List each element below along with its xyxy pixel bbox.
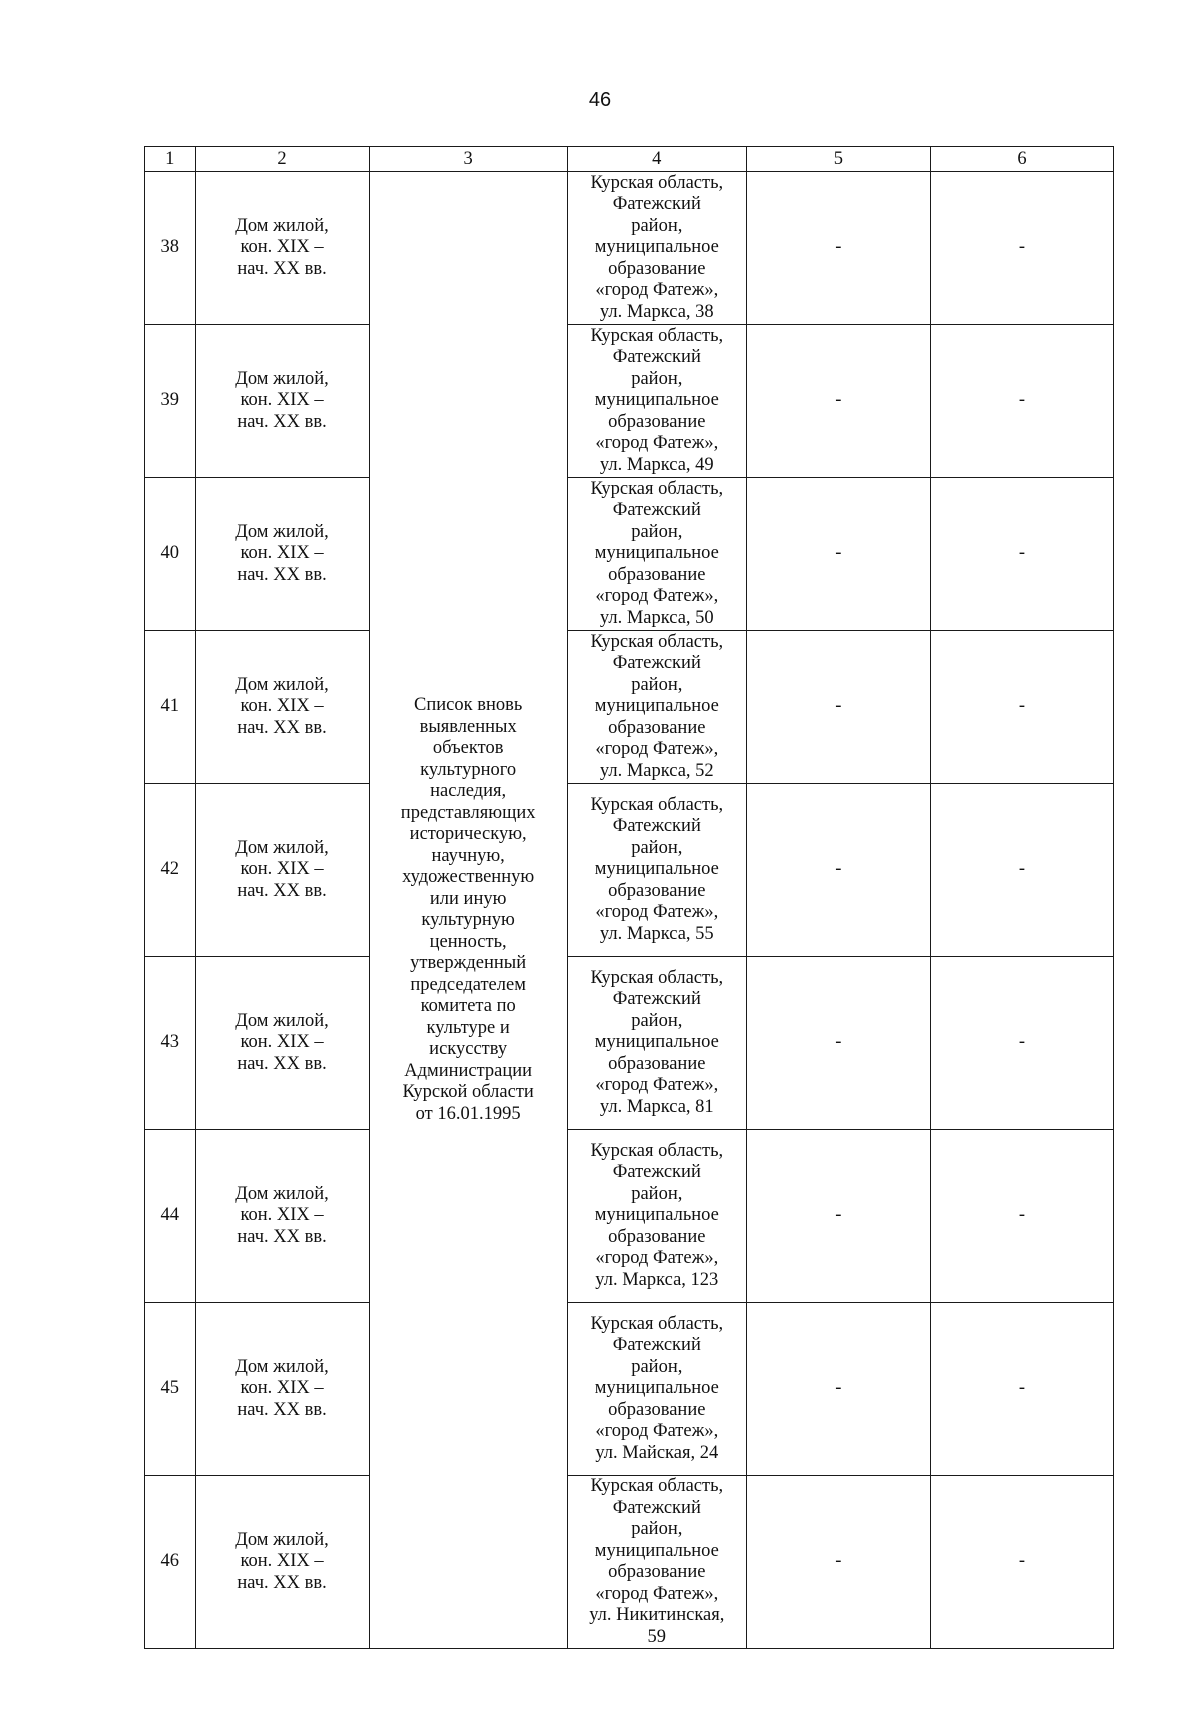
object-name-line: нач. XX вв.	[237, 880, 327, 901]
object-name-line: кон. XIX –	[240, 859, 324, 880]
object-name-line: кон. XIX –	[240, 1378, 324, 1399]
address-line: образование	[608, 1562, 706, 1582]
basis-document-line: от 16.01.1995	[415, 1103, 521, 1124]
basis-document-cell	[369, 172, 567, 1649]
basis-document-line: ценность,	[429, 931, 507, 952]
basis-document-line: научную,	[431, 845, 505, 866]
object-name-line: Дом жилой,	[235, 1529, 329, 1550]
row-number-cell: 38	[145, 172, 196, 325]
address-line: Фатежский	[612, 1162, 701, 1183]
basis-document-line: искусству	[429, 1039, 508, 1059]
address-line: муниципальное	[594, 1540, 719, 1561]
column-5-cell: -	[746, 325, 930, 478]
address-line: образование	[608, 717, 706, 738]
address-line: Курская область,	[590, 967, 724, 988]
basis-document-line: Список вновь	[414, 695, 523, 715]
table-row	[145, 957, 1114, 1130]
object-name-line: кон. XIX –	[240, 543, 324, 564]
column-6-cell: -	[930, 325, 1113, 478]
object-name-line: Дом жилой,	[235, 674, 329, 695]
basis-document-line: художественную	[402, 867, 535, 887]
column-header-3: 3	[369, 147, 567, 172]
address-line: муниципальное	[594, 1032, 719, 1053]
address-line: район,	[631, 1183, 683, 1204]
address-line: Курская область,	[590, 1140, 724, 1161]
object-name-line: нач. XX вв.	[237, 717, 327, 738]
object-name-line: нач. XX вв.	[237, 1053, 327, 1074]
column-header-4: 4	[567, 147, 746, 172]
address-line: «город Фатеж»,	[595, 1075, 719, 1096]
address-cell	[567, 631, 746, 784]
object-name-line: кон. XIX –	[240, 390, 324, 411]
object-name-line: Дом жилой,	[235, 1010, 329, 1031]
object-name-cell	[195, 784, 369, 957]
address-line: Курская область,	[590, 794, 724, 815]
address-line: район,	[631, 368, 683, 389]
address-line: «город Фатеж»,	[595, 433, 719, 454]
object-name-line: Дом жилой,	[235, 1356, 329, 1377]
address-line: район,	[631, 1010, 683, 1031]
basis-document-line: представляющих	[400, 802, 536, 823]
object-name-line: кон. XIX –	[240, 1551, 324, 1572]
object-name-line: Дом жилой,	[235, 215, 329, 236]
object-name-line: Дом жилой,	[235, 521, 329, 542]
row-number-cell: 46	[145, 1476, 196, 1649]
address-line: ул. Майская, 24	[595, 1442, 719, 1463]
address-line: «город Фатеж»,	[595, 902, 719, 923]
basis-document-line: председателем	[410, 974, 526, 995]
table-row	[145, 1303, 1114, 1476]
column-5-cell: -	[746, 478, 930, 631]
address-line: образование	[608, 880, 706, 901]
row-number-cell: 42	[145, 784, 196, 957]
address-cell	[567, 478, 746, 631]
address-line: образование	[608, 258, 706, 279]
object-name-line: нач. XX вв.	[237, 1226, 327, 1247]
object-name-line: Дом жилой,	[235, 1183, 329, 1204]
table-row	[145, 172, 1114, 325]
column-header-1: 1	[145, 147, 196, 172]
column-6-cell: -	[930, 631, 1113, 784]
object-name-cell	[195, 631, 369, 784]
address-cell	[567, 1303, 746, 1476]
address-line: Фатежский	[612, 1497, 701, 1518]
column-5-cell: -	[746, 957, 930, 1130]
heritage-objects-table	[144, 146, 1114, 1649]
address-line: образование	[608, 564, 706, 585]
column-5-cell: -	[746, 1476, 930, 1649]
address-line: район,	[631, 674, 683, 695]
row-number-cell: 45	[145, 1303, 196, 1476]
address-cell	[567, 325, 746, 478]
column-6-cell: -	[930, 478, 1113, 631]
address-line: образование	[608, 1399, 706, 1420]
basis-document-line: Администрации	[404, 1060, 533, 1081]
object-name-line: нач. XX вв.	[237, 1399, 327, 1420]
address-line: Фатежский	[612, 347, 701, 368]
table-row	[145, 478, 1114, 631]
table-row	[145, 325, 1114, 478]
basis-document-line: объектов	[432, 738, 504, 758]
table-row	[145, 1130, 1114, 1303]
object-name-line: нач. XX вв.	[237, 564, 327, 585]
address-cell	[567, 172, 746, 325]
address-line: Фатежский	[612, 500, 701, 521]
address-line: Курская область,	[590, 1476, 724, 1496]
address-line: Курская область,	[590, 1313, 724, 1334]
column-5-cell: -	[746, 784, 930, 957]
address-line: ул. Маркса, 38	[599, 301, 714, 322]
basis-document-line: культурного	[420, 759, 517, 780]
basis-document-line: наследия,	[430, 781, 507, 801]
basis-document-line: культуре и	[426, 1017, 510, 1038]
address-line: район,	[631, 521, 683, 542]
column-6-cell: -	[930, 1130, 1113, 1303]
object-name-cell	[195, 1476, 369, 1649]
object-name-cell	[195, 1130, 369, 1303]
column-header-2: 2	[195, 147, 369, 172]
address-line: Курская область,	[590, 172, 724, 193]
column-header-5: 5	[746, 147, 930, 172]
column-5-cell: -	[746, 172, 930, 325]
address-line: район,	[631, 837, 683, 858]
object-name-line: нач. XX вв.	[237, 1572, 327, 1593]
address-line: образование	[608, 1226, 706, 1247]
column-number-row	[145, 147, 1114, 172]
column-6-cell: -	[930, 172, 1113, 325]
address-line: Фатежский	[612, 194, 701, 215]
table-row	[145, 1476, 1114, 1649]
address-line: ул. Никитинская,	[589, 1605, 725, 1625]
address-line: муниципальное	[594, 1205, 719, 1226]
address-line: «город Фатеж»,	[595, 1248, 719, 1269]
column-5-cell: -	[746, 631, 930, 784]
row-number-cell: 43	[145, 957, 196, 1130]
address-line: Фатежский	[612, 816, 701, 837]
basis-document-line: Курской области	[402, 1082, 534, 1102]
address-line: образование	[608, 411, 706, 432]
object-name-cell	[195, 1303, 369, 1476]
object-name-cell	[195, 957, 369, 1130]
basis-document-line: выявленных	[419, 716, 517, 737]
object-name-line: нач. XX вв.	[237, 258, 327, 279]
basis-document-line: историческую,	[409, 824, 527, 844]
column-6-cell: -	[930, 784, 1113, 957]
address-line: муниципальное	[594, 543, 719, 564]
row-number-cell: 44	[145, 1130, 196, 1303]
address-cell	[567, 784, 746, 957]
object-name-cell	[195, 172, 369, 325]
row-number-cell: 40	[145, 478, 196, 631]
basis-document-line: или иную	[429, 888, 507, 909]
object-name-cell	[195, 478, 369, 631]
basis-document-line: утвержденный	[410, 953, 527, 973]
object-name-line: кон. XIX –	[240, 1205, 324, 1226]
object-name-line: кон. XIX –	[240, 1032, 324, 1053]
address-line: Курская область,	[590, 478, 724, 499]
object-name-line: нач. XX вв.	[237, 411, 327, 432]
table-body	[145, 172, 1114, 1649]
row-number-cell: 41	[145, 631, 196, 784]
address-line: «город Фатеж»,	[595, 739, 719, 760]
address-line: муниципальное	[594, 390, 719, 411]
address-line: «город Фатеж»,	[595, 586, 719, 607]
address-line: муниципальное	[594, 1378, 719, 1399]
address-cell	[567, 1476, 746, 1649]
address-line: образование	[608, 1053, 706, 1074]
address-line: район,	[631, 215, 683, 236]
address-cell	[567, 957, 746, 1130]
address-line: ул. Маркса, 49	[599, 454, 714, 475]
column-6-cell: -	[930, 957, 1113, 1130]
column-6-cell: -	[930, 1476, 1113, 1649]
address-line: муниципальное	[594, 696, 719, 717]
address-line: Курская область,	[590, 631, 724, 652]
address-line: ул. Маркса, 50	[599, 607, 714, 628]
row-number-cell: 39	[145, 325, 196, 478]
column-6-cell: -	[930, 1303, 1113, 1476]
object-name-line: кон. XIX –	[240, 237, 324, 258]
address-line: район,	[631, 1519, 683, 1539]
column-header-6: 6	[930, 147, 1113, 172]
address-line: «город Фатеж»,	[595, 1583, 719, 1604]
column-5-cell: -	[746, 1130, 930, 1303]
address-line: Фатежский	[612, 1335, 701, 1356]
object-name-line: Дом жилой,	[235, 368, 329, 389]
page-number: 46	[588, 89, 612, 111]
address-line: муниципальное	[594, 237, 719, 258]
address-line: район,	[631, 1356, 683, 1377]
object-name-line: кон. XIX –	[240, 696, 324, 717]
table-row	[145, 784, 1114, 957]
address-line: Курская область,	[590, 325, 724, 346]
object-name-cell	[195, 325, 369, 478]
basis-document-line: культурную	[421, 910, 515, 930]
address-line: «город Фатеж»,	[595, 1421, 719, 1442]
basis-document-line: комитета по	[420, 996, 516, 1016]
column-5-cell: -	[746, 1303, 930, 1476]
address-line: Фатежский	[612, 653, 701, 674]
address-line: ул. Маркса, 81	[599, 1096, 714, 1117]
address-line: «город Фатеж»,	[595, 280, 719, 301]
address-cell	[567, 1130, 746, 1303]
object-name-line: Дом жилой,	[235, 837, 329, 858]
address-line: муниципальное	[594, 859, 719, 880]
address-line: 59	[647, 1626, 667, 1647]
address-line: ул. Маркса, 123	[595, 1269, 719, 1290]
address-line: Фатежский	[612, 989, 701, 1010]
address-line: ул. Маркса, 52	[599, 760, 714, 781]
table-row	[145, 631, 1114, 784]
address-line: ул. Маркса, 55	[599, 923, 714, 944]
